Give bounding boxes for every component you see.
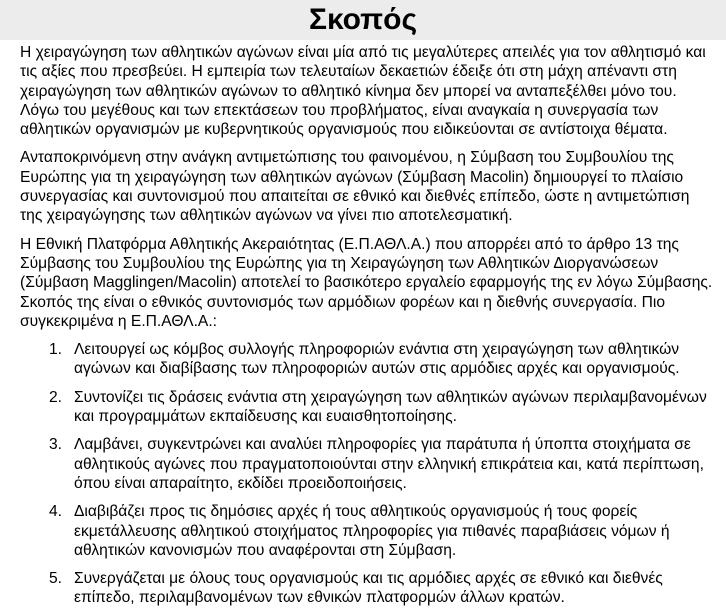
list-item-text: Συντονίζει τις δράσεις ενάντια στη χειραγώγηση των αθλητικών αγώνων περιλαμβανομένων και προγραμμάτων εκπαίδευσης και ευαισθητοποίησης. — [74, 388, 707, 426]
list-item — [20, 435, 714, 493]
list-item-text: Συνεργάζεται με όλους τους οργανισμούς και τις αρμόδιες αρχές σε εθνικό και διεθνές επίπεδο, περιλαμβανομένων των εθνικών πλατφορμών άλλων κρατών. — [74, 570, 663, 607]
paragraph-convention: Ανταποκρινόμενη στην ανάγκη αντιμετώπισης του φαινομένου, η Σύμβαση του Συμβουλίου της Ευρώπης για τη χειραγώγηση των αθλητικών αγώνων (Σύμβαση Macolin) δημιουργεί το πλαίσιο συνεργασίας και συντονισμού που απαιτείται σε εθνικό και διεθνές επίπεδο, ώστε η αντιμετώπιση της χειραγώγησης των αθλητικών αγώνων να γίνει πιο αποτελεσματική. — [20, 149, 690, 225]
list-item-text: Λειτουργεί ως κόμβος συλλογής πληροφοριών ενάντια στη χειραγώγηση των αθλητικών αγώνων και διαβίβασης των πληροφοριών αυτών στις αρμόδιες αρχές και οργανισμούς. — [74, 341, 680, 378]
list-item — [20, 569, 714, 608]
list-item-text: Λαμβάνει, συγκεντρώνει και αναλύει πληροφορίες για παράτυπα ή ύποπτα στοιχήματα σε αθλητικούς αγώνες που πραγματοποιούνται στην ελληνική επικράτεια και, κατά περίπτωση, όπου είναι απαραίτητο, εκδίδει προειδοποιήσεις. — [74, 436, 704, 492]
list-item-number: 2. — [49, 388, 63, 406]
responsibilities-list — [20, 340, 714, 608]
page-title: Σκοπός — [308, 3, 418, 36]
list-item — [20, 388, 714, 427]
list-item-text: Διαβιβάζει προς τις δημόσιες αρχές ή τους αθλητικούς οργανισμούς ή τους φορείς εκμετάλλευσης αθλητικού στοιχήματος πληροφορίες για πιθανές παραβιάσεις νόμων ή αθλητικών κανονισμών που αναφέρονται στη Σύμβαση. — [74, 503, 670, 559]
paragraph-intro: Η χειραγώγηση των αθλητικών αγώνων είναι μία από τις μεγαλύτερες απειλές για τον αθλητισμό και τις αξίες που πρεσβεύει. Η εμπειρία των τελευταίων δεκαετιών έδειξε ότι στη μάχη απέναντι στη χειραγώγηση των αθλητικών αγώνων το αθλητικό κίνημα δεν μπορεί να ανταπεξέλθει μόνο του. Λόγω του μεγέθους και των επεκτάσεων του προβλήματος, είναι αναγκαία η συνεργασία των αθλητικών οργανισμών με κυβερνητικούς οργανισμούς που ειδικεύονται σε αντίστοιχα θέματα. — [20, 44, 706, 139]
list-item-number: 5. — [49, 570, 63, 588]
paragraph-platform: Η Εθνική Πλατφόρμα Αθλητικής Ακεραιότητας (Ε.Π.ΑΘΛ.Α.) που απορρέει από το άρθρο 13 της Σύμβασης του Συμβουλίου της Ευρώπης για τη Χειραγώγηση των Αθλητικών Διοργανώσεων (Σύμβαση Magglingen/Macolin) αποτελεί το βασικότερο εργαλείο εφαρμογής της εν λόγω Σύμβασης. Σκοπός της είναι ο εθνικός συντονισμός των αρμόδιων φορέων και η διεθνής συνεργασία. Πιο συγκεκριμένα η Ε.Π.ΑΘΛ.Α.: — [20, 235, 713, 330]
title-bar — [0, 0, 726, 40]
list-item-number: 4. — [49, 503, 63, 521]
list-item-number: 1. — [49, 341, 63, 359]
list-item — [20, 502, 714, 560]
list-item — [20, 340, 714, 379]
list-item-number: 3. — [49, 436, 63, 454]
